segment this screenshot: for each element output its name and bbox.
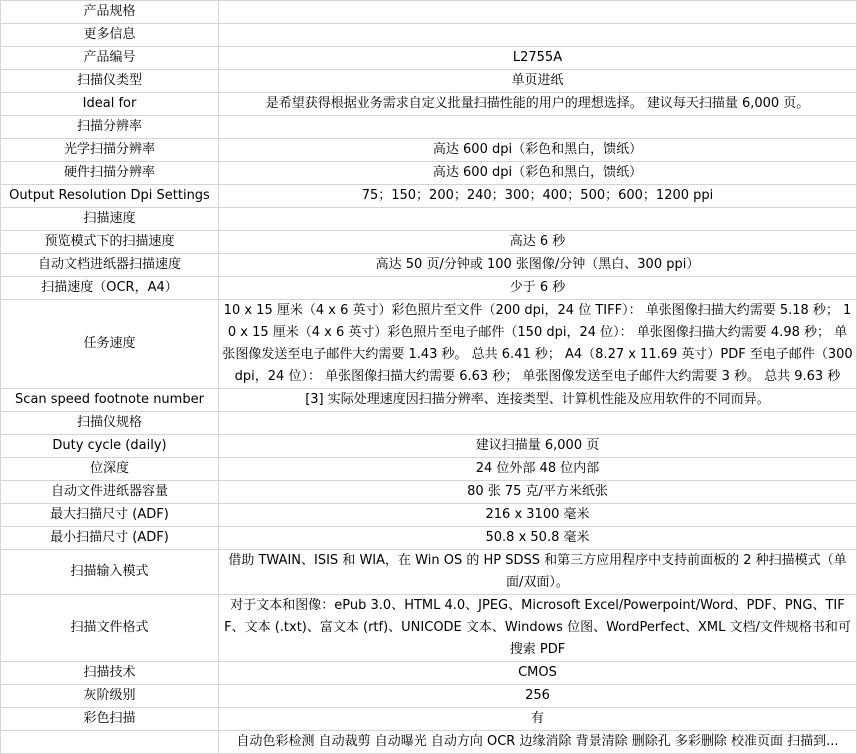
spec-value: 有 xyxy=(219,708,857,731)
table-row xyxy=(1,527,857,550)
table-row xyxy=(1,139,857,162)
table-row xyxy=(1,662,857,685)
table-row xyxy=(1,481,857,504)
spec-value: 高达 600 dpi（彩色和黑白，馈纸） xyxy=(219,139,857,162)
spec-value: 是希望获得根据业务需求自定义批量扫描性能的用户的理想选择。 建议每天扫描量 6,000 页。 xyxy=(219,93,857,116)
table-row xyxy=(1,412,857,435)
spec-value: L2755A xyxy=(219,47,857,70)
table-row xyxy=(1,389,857,412)
table-row xyxy=(1,731,857,754)
spec-label: 扫描速度 xyxy=(1,208,219,231)
spec-label: 扫描技术 xyxy=(1,662,219,685)
spec-value: 对于文本和图像：ePub 3.0、HTML 4.0、JPEG、Microsoft Excel/Powerpoint/Word、PDF、PNG、TIFF、文本 (.txt)、富文本 (rtf)、UNICODE 文本、Windows 位图、WordPerfect、XML 文档/文件规格书和可搜索 PDF xyxy=(219,595,857,662)
table-row xyxy=(1,1,857,24)
table-row xyxy=(1,70,857,93)
spec-label: 扫描仪规格 xyxy=(1,412,219,435)
spec-label: Ideal for xyxy=(1,93,219,116)
spec-label: 最小扫描尺寸 (ADF) xyxy=(1,527,219,550)
table-row xyxy=(1,458,857,481)
spec-value: 高达 600 dpi（彩色和黑白，馈纸） xyxy=(219,162,857,185)
table-row xyxy=(1,185,857,208)
table-row xyxy=(1,685,857,708)
spec-value xyxy=(219,208,857,231)
spec-value xyxy=(219,412,857,435)
table-row xyxy=(1,47,857,70)
spec-label: 自动文件进纸器容量 xyxy=(1,481,219,504)
spec-label: 任务速度 xyxy=(1,300,219,389)
spec-value: 256 xyxy=(219,685,857,708)
spec-label: 光学扫描分辨率 xyxy=(1,139,219,162)
spec-label: 位深度 xyxy=(1,458,219,481)
spec-value: CMOS xyxy=(219,662,857,685)
spec-label: 自动文档进纸器扫描速度 xyxy=(1,254,219,277)
spec-label: 扫描仪类型 xyxy=(1,70,219,93)
spec-value xyxy=(219,24,857,47)
spec-value: [3] 实际处理速度因扫描分辨率、连接类型、计算机性能及应用软件的不同而异。 xyxy=(219,389,857,412)
table-row xyxy=(1,550,857,595)
spec-label: Scan speed footnote number xyxy=(1,389,219,412)
table-row xyxy=(1,277,857,300)
spec-value: 10 x 15 厘米（4 x 6 英寸）彩色照片至文件（200 dpi，24 位 TIFF）： 单张图像扫描大约需要 5.18 秒； 10 x 15 厘米（4 x 6 英寸）彩色照片至电子邮件（150 dpi，24 位）： 单张图像扫描大约需要 4.98 秒； 单张图像发送至电子邮件大约需要 1.43 秒。 总共 6.41 秒； A4（8.27 x 11.69 英寸）PDF 至电子邮件（300 dpi，24 位）： 单张图像扫描大约需要 6.63 秒； 单张图像发送至电子邮件大约需要 3 秒。 总共 9.63 秒 xyxy=(219,300,857,389)
spec-value: 自动色彩检测 自动裁剪 自动曝光 自动方向 OCR 边缘消除 背景清除 删除孔 多彩删除 校准页面 扫描到... xyxy=(219,731,857,754)
spec-value: 75；150；200；240；300；400；500；600；1200 ppi xyxy=(219,185,857,208)
spec-value: 216 x 3100 毫米 xyxy=(219,504,857,527)
spec-value: 高达 50 页/分钟或 100 张图像/分钟（黑白、300 ppi） xyxy=(219,254,857,277)
spec-value: 建议扫描量 6,000 页 xyxy=(219,435,857,458)
spec-label: 预览模式下的扫描速度 xyxy=(1,231,219,254)
table-row xyxy=(1,231,857,254)
spec-label: 产品编号 xyxy=(1,47,219,70)
spec-label: 最大扫描尺寸 (ADF) xyxy=(1,504,219,527)
table-row xyxy=(1,254,857,277)
spec-label: 产品规格 xyxy=(1,1,219,24)
table-row xyxy=(1,162,857,185)
spec-label: 扫描文件格式 xyxy=(1,595,219,662)
spec-label: 扫描分辨率 xyxy=(1,116,219,139)
spec-value xyxy=(219,1,857,24)
table-row xyxy=(1,24,857,47)
spec-value: 50.8 x 50.8 毫米 xyxy=(219,527,857,550)
table-row xyxy=(1,708,857,731)
table-row xyxy=(1,116,857,139)
table-row xyxy=(1,435,857,458)
spec-label: 更多信息 xyxy=(1,24,219,47)
spec-label: 硬件扫描分辨率 xyxy=(1,162,219,185)
spec-value: 80 张 75 克/平方米纸张 xyxy=(219,481,857,504)
spec-value: 24 位外部 48 位内部 xyxy=(219,458,857,481)
table-row xyxy=(1,595,857,662)
spec-label: 扫描速度（OCR，A4） xyxy=(1,277,219,300)
spec-value: 单页进纸 xyxy=(219,70,857,93)
spec-value xyxy=(219,116,857,139)
table-row xyxy=(1,93,857,116)
spec-value: 少于 6 秒 xyxy=(219,277,857,300)
table-row xyxy=(1,208,857,231)
spec-label: 彩色扫描 xyxy=(1,708,219,731)
table-row xyxy=(1,504,857,527)
table-row xyxy=(1,300,857,389)
spec-label: Output Resolution Dpi Settings xyxy=(1,185,219,208)
spec-label: 灰阶级别 xyxy=(1,685,219,708)
spec-label: Duty cycle (daily) xyxy=(1,435,219,458)
spec-label: 扫描输入模式 xyxy=(1,550,219,595)
spec-value: 借助 TWAIN、ISIS 和 WIA，在 Win OS 的 HP SDSS 和第三方应用程序中支持前面板的 2 种扫描模式（单面/双面）。 xyxy=(219,550,857,595)
spec-label xyxy=(1,731,219,754)
spec-value: 高达 6 秒 xyxy=(219,231,857,254)
